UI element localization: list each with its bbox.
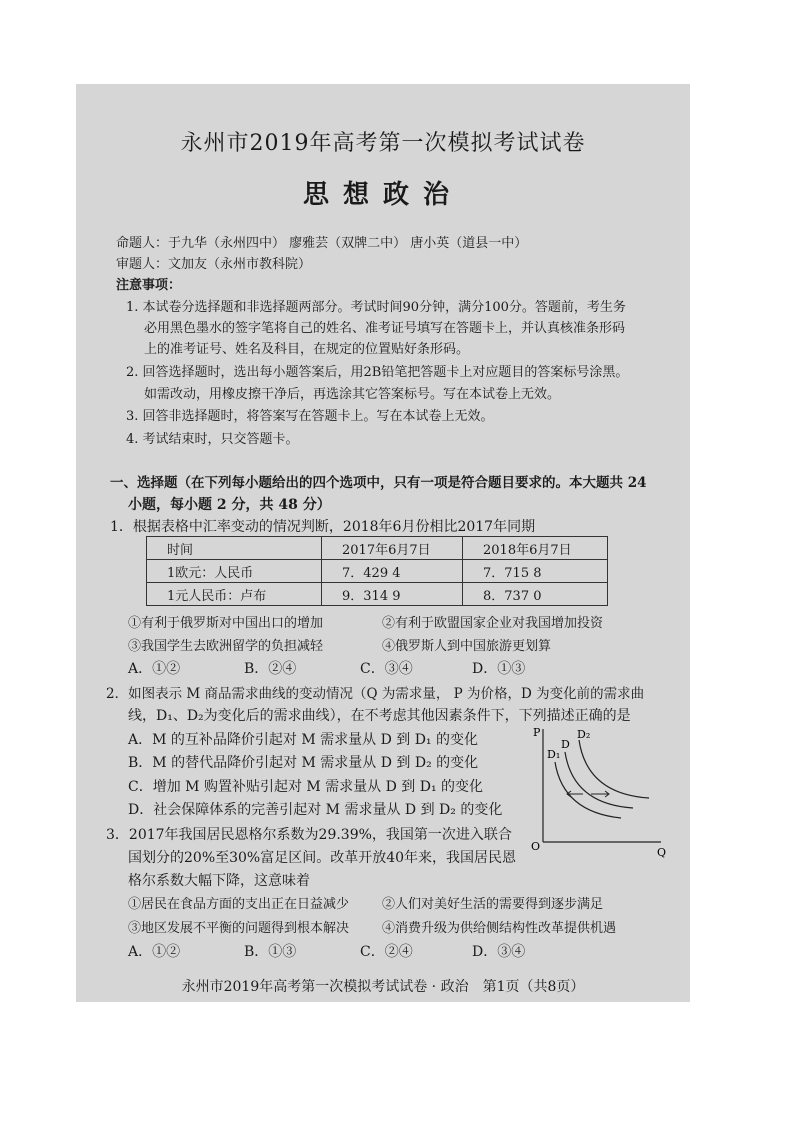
curve-d1 — [555, 762, 621, 818]
q3-stem-cont: 国划分的20%至30%富足区间。改革开放40年来，我国居民恩 — [128, 850, 517, 866]
note-item: 3. 回答非选择题时，将答案写在答题卡上。写在本试卷上无效。 — [126, 409, 494, 424]
creators-line: 命题人：于九华（永州四中） 廖雅芸（双牌二中） 唐小英（道县一中） — [116, 236, 528, 251]
q2-option: A．M 的互补品降价引起对 M 需求量从 D 到 D₁ 的变化 — [128, 732, 478, 748]
q3-option: ③地区发展不平衡的问题得到根本解决 — [128, 921, 350, 936]
exam-page — [76, 84, 690, 1002]
q3-stem: 3．2017年我国居民恩格尔系数为29.39%，我国第一次进入联合 — [106, 827, 512, 843]
table-cell: 1元人民币：卢布 — [147, 583, 322, 606]
q1-option: ④俄罗斯人到中国旅游更划算 — [382, 639, 552, 654]
q2-stem: 2．如图表示 M 商品需求曲线的变动情况（Q 为需求量， P 为价格，D 为变化前的需求曲 — [106, 686, 645, 702]
demand-curve-graph — [521, 724, 671, 864]
q1-choice: A．①② — [128, 661, 181, 677]
label-d2: D₂ — [577, 728, 591, 741]
table-cell: 9．314 9 — [322, 583, 463, 606]
table-cell: 8．737 0 — [463, 583, 608, 606]
q3-stem-cont: 格尔系数大幅下降，这意味着 — [128, 873, 310, 889]
note-item: 如需改动，用橡皮擦干净后，再选涂其它答案标号。写在本试卷上无效。 — [144, 387, 561, 402]
curve-d2 — [579, 740, 649, 798]
table-cell: 1欧元：人民币 — [147, 560, 322, 583]
subject-title: 思想政治 — [302, 180, 463, 210]
q3-option: ①居民在食品方面的支出正在日益减少 — [128, 897, 350, 912]
reviewer-line: 审题人：文加友（永州市教科院） — [116, 257, 312, 272]
q3-option: ④消费升级为供给侧结构性改革提供机遇 — [382, 921, 617, 936]
q3-choice: A．①② — [128, 944, 181, 960]
page-footer: 永州市2019年高考第一次模拟考试试卷 · 政治 第1页（共8页） — [181, 979, 585, 995]
note-item: 1. 本试卷分选择题和非选择题两部分。考试时间90分钟，满分100分。答题前，考生务 — [126, 300, 626, 315]
table-cell: 7．715 8 — [463, 560, 608, 583]
q3-choice: C．②④ — [360, 944, 413, 960]
section-heading-cont: 小题，每小题 2 分，共 48 分） — [128, 497, 331, 513]
q3-option: ②人们对美好生活的需要得到逐步满足 — [382, 897, 604, 912]
label-q: Q — [657, 846, 667, 859]
label-d: D — [561, 738, 570, 751]
section-heading: 一、选择题（在下列每小题给出的四个选项中，只有一项是符合题目要求的。本大题共 24 — [110, 475, 647, 491]
note-item: 上的准考证号、姓名及科目，在规定的位置贴好条形码。 — [144, 342, 470, 357]
exchange-rate-table — [146, 536, 608, 606]
label-d1: D₁ — [547, 748, 561, 761]
table-cell: 7．429 4 — [322, 560, 463, 583]
q1-option: ②有利于欧盟国家企业对我国增加投资 — [382, 616, 604, 631]
table-row — [147, 537, 608, 560]
table-header-cell: 2018年6月7日 — [463, 537, 608, 560]
table-row — [147, 583, 608, 606]
note-item: 2. 回答选择题时，选出每小题答案后，用2B铅笔把答题卡上对应题目的答案标号涂黑。 — [126, 365, 629, 380]
q2-option: D．社会保障体系的完善引起对 M 需求量从 D 到 D₂ 的变化 — [128, 802, 503, 818]
notes-heading: 注意事项： — [116, 278, 182, 293]
q3-choice: D．③④ — [472, 944, 526, 960]
q2-option: B．M 的替代品降价引起对 M 需求量从 D 到 D₂ 的变化 — [128, 755, 479, 771]
label-p: P — [533, 726, 541, 739]
q1-option: ①有利于俄罗斯对中国出口的增加 — [128, 616, 324, 631]
q1-stem: 1．根据表格中汇率变动的情况判断，2018年6月份相比2017年同期 — [110, 519, 536, 535]
note-item: 必用黑色墨水的签字笔将自己的姓名、准考证号填写在答题卡上，并认真核准条形码 — [144, 321, 626, 336]
table-row — [147, 560, 608, 583]
note-item: 4. 考试结束时，只交答题卡。 — [126, 432, 299, 447]
q2-stem-cont: 线，D₁、D₂为变化后的需求曲线），在不考虑其他因素条件下，下列描述正确的是 — [128, 708, 631, 724]
q1-choice: D．①③ — [472, 661, 526, 677]
table-header-cell: 2017年6月7日 — [322, 537, 463, 560]
q2-option: C．增加 M 购置补贴引起对 M 需求量从 D 到 D₁ 的变化 — [128, 779, 484, 795]
q3-choice: B．①③ — [244, 944, 297, 960]
exam-title: 永州市2019年高考第一次模拟考试试卷 — [180, 131, 586, 156]
table-header-cell: 时间 — [147, 537, 322, 560]
q1-option: ③我国学生去欧洲留学的负担减轻 — [128, 639, 324, 654]
q1-choice: C．③④ — [360, 661, 413, 677]
q1-choice: B．②④ — [244, 661, 297, 677]
label-o: O — [531, 840, 541, 853]
